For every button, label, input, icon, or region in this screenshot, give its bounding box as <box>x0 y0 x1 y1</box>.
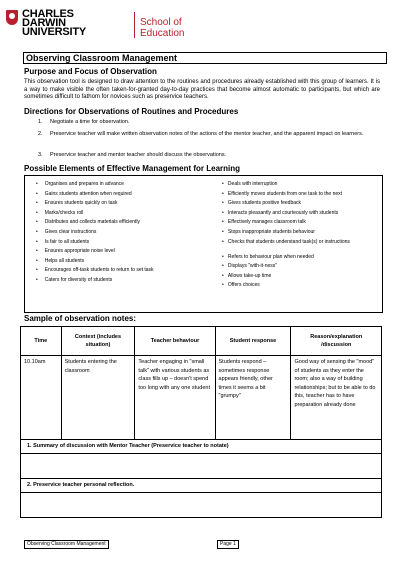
summary-row <box>21 440 382 454</box>
reflection-notes-area[interactable] <box>21 493 382 518</box>
cell-student: Students respond – sometimes response appears friendly, other times it seems a bit "grumpy" <box>215 356 291 440</box>
element-item: • Refers to behaviour plan when needed <box>222 253 314 260</box>
reflection-notes-row <box>21 493 382 518</box>
university-name-line1: CHARLES <box>22 8 74 20</box>
direction-number: 1. <box>38 119 43 125</box>
direction-item: Preservice teacher will make written observation notes of the actions of the mentor teacher, and the apparent impact on learners. <box>50 131 364 137</box>
directions-heading: Directions for Observations of Routines and Procedures <box>24 107 239 116</box>
element-item: • Helps all students <box>36 257 85 264</box>
element-item: • Encourages off-task students to return to set task <box>36 267 154 274</box>
element-item: • Efficiently moves students from one task to the next <box>222 190 343 197</box>
elements-heading: Possible Elements of Effective Management for Learning <box>24 164 241 173</box>
column-header-reason: Reason/explanation /discussion <box>291 327 382 356</box>
summary-notes-area[interactable] <box>21 454 382 479</box>
element-item: • Ensures students quickly on task <box>36 200 118 207</box>
element-item: • Organises and prepares in advance <box>36 181 124 187</box>
element-item: • Gives clear instructions <box>36 228 97 235</box>
university-name-line3: UNIVERSITY <box>22 26 87 38</box>
observation-table <box>20 326 382 518</box>
direction-item: Negotiate a time for observation. <box>50 119 130 125</box>
element-item: • Interacts pleasantly and courteously with students <box>222 209 339 216</box>
cell-time: 10.10am <box>21 356 62 440</box>
school-name-line2: Education <box>140 28 185 39</box>
purpose-heading: Purpose and Focus of Observation <box>24 67 157 76</box>
element-item: • Distributes and collects materials efficiently <box>36 219 140 226</box>
direction-number: 3. <box>38 152 43 158</box>
cell-context: Students entering the classroom <box>61 356 135 440</box>
element-item: • Marks/checks roll <box>36 209 84 216</box>
footer-doc-title: Observing Classroom Management <box>24 540 109 549</box>
column-header-context: Context (includes situation) <box>61 327 135 356</box>
table-header-row <box>21 327 382 356</box>
elements-right-list <box>222 181 380 292</box>
elements-left-list <box>36 181 201 287</box>
element-item: • Is fair to all students <box>36 238 90 245</box>
element-item: • Caters for diversity of students <box>36 276 113 283</box>
school-name-line1: School of <box>140 17 182 28</box>
university-name-line2: DARWIN <box>22 17 66 29</box>
column-header-student: Student response <box>215 327 291 356</box>
element-item: • Deals with interruption <box>222 181 278 187</box>
direction-number: 2. <box>38 131 43 137</box>
element-item: • Displays "with-it-ness" <box>222 263 278 270</box>
reflection-label: 2. Preservice teacher personal reflection. <box>21 479 382 493</box>
element-item: • Allows take-up time <box>222 272 272 279</box>
element-item: • Ensures appropriate noise level <box>36 248 115 255</box>
column-header-time: Time <box>21 327 62 356</box>
summary-label: 1. Summary of discussion with Mentor Teacher (Preservice teacher to notate) <box>21 440 382 454</box>
university-logo-icon <box>6 10 18 25</box>
cell-reason: Good way of sensing the "mood" of students as they enter the room; also a way of building relationships; but to be able to do this, teacher has to have preparation already done <box>291 356 382 440</box>
column-header-teacher: Teacher behaviour <box>135 327 215 356</box>
cell-teacher: Teacher engaging in "small talk" with various students as class fills up – doesn't spend too long with any one student <box>135 356 215 440</box>
element-item: • Offers choices <box>222 282 260 289</box>
element-item: • Checks that students understand task(s) or instructions <box>222 238 350 245</box>
element-item: • Gains students attention when required <box>36 190 132 197</box>
sample-heading: Sample of observation notes: <box>24 314 137 323</box>
summary-notes-row <box>21 454 382 479</box>
element-item: • Gives students positive feedback <box>222 200 302 207</box>
footer-page-number: Page 1 <box>217 540 239 549</box>
table-row <box>21 356 382 440</box>
reflection-row <box>21 479 382 493</box>
purpose-body: This observation tool is designed to draw attention to the routines and procedures already established with this group of learners. It is a way to make visible the often taken-for-granted day-to-day practices that become almost automatic to participants, but which are sometimes difficult to fathom for novices such as preservice teachers. <box>24 79 380 100</box>
document-title: Observing Classroom Management <box>23 52 387 64</box>
header-divider <box>134 12 135 38</box>
direction-item: Preservice teacher and mentor teacher should discuss the observations. <box>50 152 227 158</box>
element-item: • Stops inappropriate students behaviour <box>222 228 315 235</box>
element-item: • Effectively manages classroom talk <box>222 219 306 226</box>
